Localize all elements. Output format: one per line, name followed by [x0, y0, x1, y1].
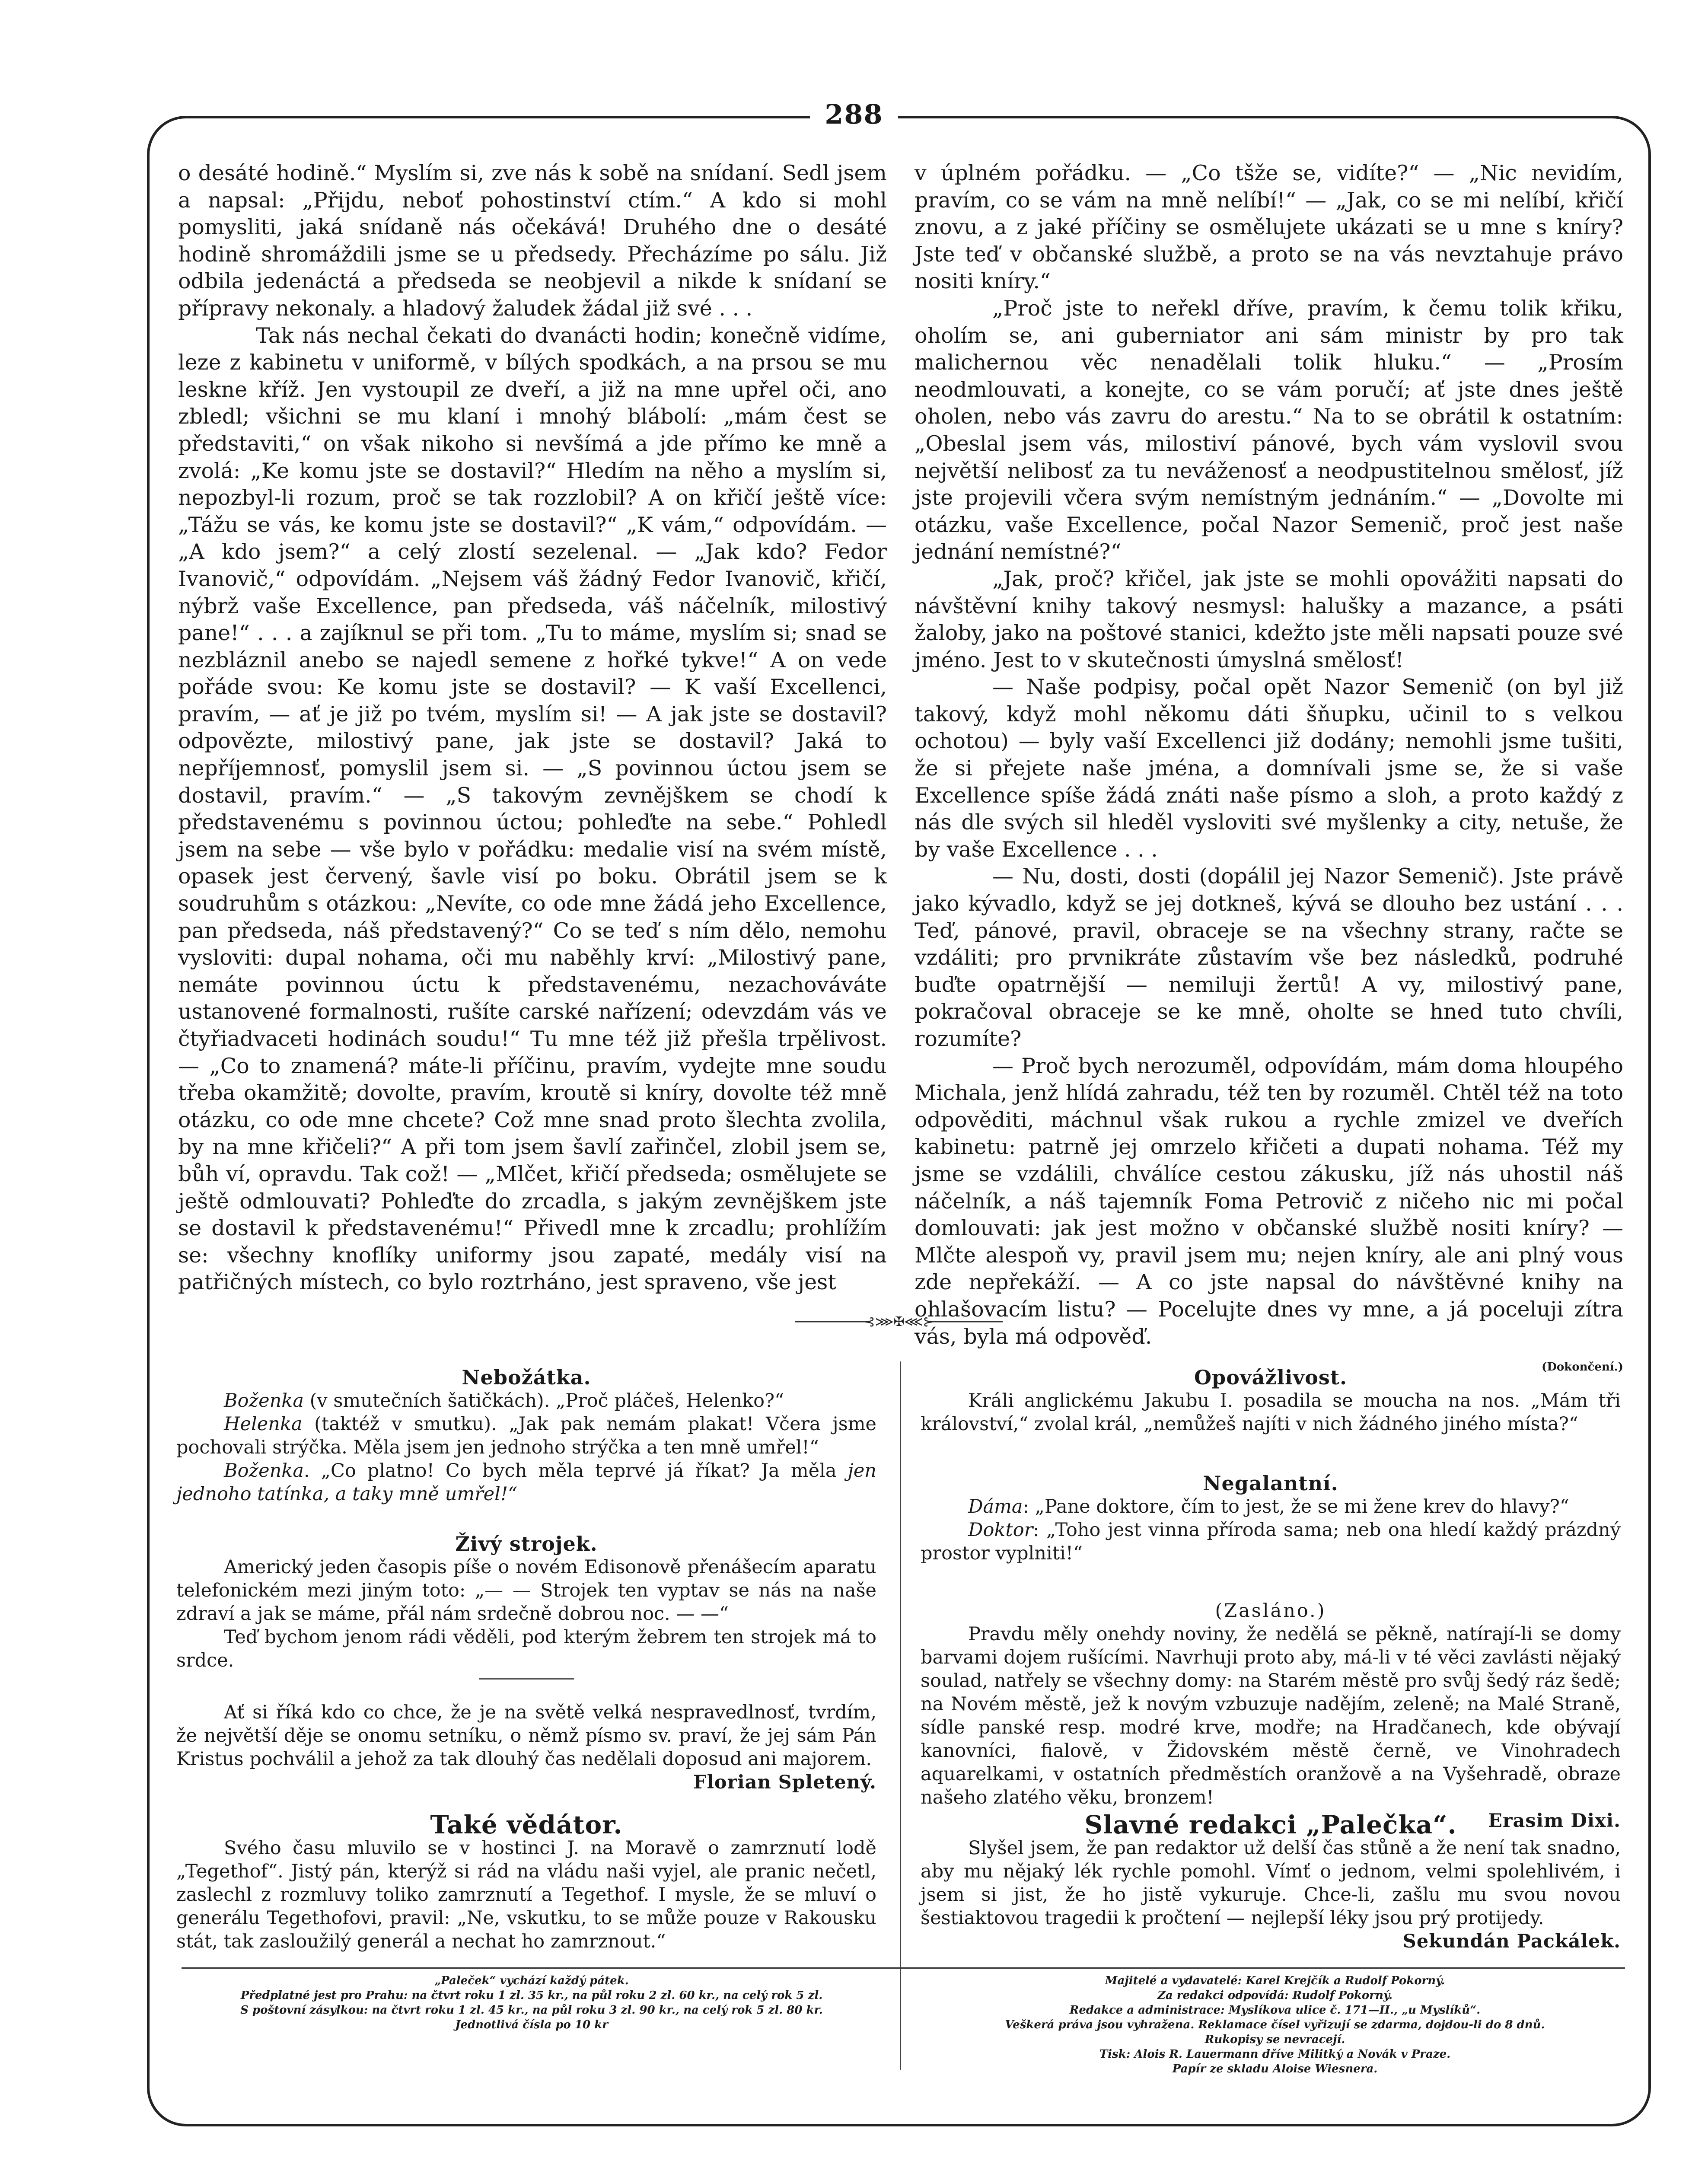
- dialogue-text: : „Pane doktore, čím to jest, že se mi žene krev do hlavy?“: [1023, 1496, 1569, 1517]
- story-paragraph: — Nu, dosti, dosti (dopálil jej Nazor Semenič). Jste právě jako kývadlo, když se jej dotkneš, kývá se dlouho bez ustání . . . Teď, pánové, pravil, obraceje se na všechny strany, račte se vzdáliti; pro prvnikráte zůstavím vše bez následků, podruhé buďte opatrnější — nemiluji žertů! A vy, milostivý pane, pokračoval obraceje se ke mně, oholte se hned tuto chvíli, rozumíte?: [915, 864, 1623, 1051]
- imprint-line: Jednotlivá čísla po 10 kr: [455, 2018, 608, 2031]
- imprint-line: Veškerá práva jsou vyhražena. Reklamace čísel vyřizují se zdarma, dojdou-li do 8 dnů.: [1005, 2018, 1545, 2031]
- imprint-line: „Paleček“ vychází každý pátek.: [434, 1974, 629, 1987]
- speaker-name: Helenka: [224, 1413, 303, 1435]
- item-title: (Zasláno.): [1215, 1600, 1326, 1622]
- story-right-column: [915, 160, 1623, 1381]
- speaker-name: Doktor: [968, 1519, 1033, 1541]
- item-negalantni: [921, 1472, 1621, 1565]
- imprint-line: Za redakci odpovídá: Rudolf Pokorný.: [1157, 1989, 1393, 2002]
- item-text: Americký jeden časopis píše o novém Edisonově přenášecím aparatu telefonickém mezi jiným toto: „— — Strojek ten vyptav se nás na naše zdraví a jak se máme, přál nám srdečně dobrou noc. — —“: [176, 1556, 876, 1625]
- page-number: 288: [810, 99, 898, 130]
- story-paragraph: Tak nás nechal čekati do dvanácti hodin; konečně vidíme, leze z kabinetu v uniformě, v bílých spodkách, a na prsou se mu leskne kříž. Jen vystoupil ze dveří, a již na mne upřel oči, ano zbledl; všichni se mu klaní i mnohý blábolí: „mám čest se představiti,“ on však nikoho si nevšímá a jde přímo ke mně a zvolá: „Ke komu jste se dostavil?“ Hledím na něho a myslím si, nepozbyl-li rozum, proč se tak rozzlobil? A on křičí ještě více: „Tážu se vás, ke komu jste se dostavil?“ „K vám,“ odpovídám. — „A kdo jsem?“ a celý zlostí sezelenal. — „Jak kdo? Fedor Ivanovič,“ odpovídám. „Nejsem váš žádný Fedor Ivanovič, křičí, nýbrž vaše Excellence, pan předseda, váš náčelník, milostivý pane!“ . . . a zajíknul se při tom. „Tu to máme, myslím si; snad se nezbláznil anebo se najedl semene z hořké tykve!“ A on vede pořáde svou: Ke komu jste se dostavil? — K vaší Excellenci, pravím, — ať je již po tvém, myslím si! — A jak jste se dostavil? odpovězte, milostivý pane, jak jste se dostavil? Jaká to nepříjemnosť, pomyslil jsem si. — „S povinnou úctou jsem se dostavil, pravím.“ — „S takovým zevnějškem se chodí k představenému s povinnou úctou; pohleďte na sebe.“ Pohledl jsem na sebe — vše bylo v pořádku: medalie visí na svém místě, opasek jest červený, šavle visí po boku. Obrátil jsem se k soudruhům s otázkou: „Nevíte, co ode mne žádá jeho Excellence, pan předseda, náš představený?“ Co se teď s ním dělo, nemohu vysloviti: dupal nohama, oči mu naběhly krví: „Milostivý pane, nemáte povinnou úctu k představenému, nezachováváte ustanovené formalnosti, rušíte carské nařízení; odevzdám vás ve čtyřiadvaceti hodinách soudu!“ Tu mne též již přešla trpělivost. — „Co to znamená? máte-li příčinu, pravím, vydejte mne soudu třeba okamžitě; dovolte, pravím, kroutě si kníry, dovolte též mně otázku, co ode mne chcete? Což mne snad proto šlechta zvolila, by na mne křičeli?“ A při tom jsem šavlí zařinčel, zlobil jsem se, bůh ví, opravdu. Tak což! — „Mlčet, křičí předseda; osmělujete se ještě odmlouvati? Pohleďte do zrcadla, s jakým zevnějškem jste se dostavil k představenému!“ Přivedl mne k zrcadlu; prohlížím se: všechny knoflíky uniformy jsou zapaté, medály visí na patřičných místech, co bylo roztrháno, jest spraveno, vše jest: [178, 323, 887, 1295]
- imprint-subscription: [182, 1973, 882, 2032]
- imprint-line: S poštovní zásylkou: na čtvrt roku 1 zl. 45 kr., na půl roku 3 zl. 90 kr., na celý rok 5 zl. 80 kr.: [240, 2004, 823, 2017]
- item-zivy-strojek: [176, 1532, 876, 1686]
- story-paragraph: — Naše podpisy, počal opět Nazor Semenič (on byl již takový, když mohl někomu dáti šňupku, učinil to s velkou ochotou) — byly vaší Excellenci již dodány; nemohli jsme tušiti, že si přejete naše jména, a domnívali jsme se, že si vaše Excellence spíše žádá znáti naše písmo a sloh, a proto každý z nás dle svých sil hleděl vysloviti své myšlenky a city, netuše, že by vaše Excellence . . .: [915, 675, 1623, 862]
- item-text: Slyšel jsem, že pan redaktor už delší čas stůně a že není tak snadno, aby mu nějaký lék rychle pomohl. Vímť o jednom, velmi spolehlivém, i jsem si jist, že ho jistě vykuruje. Chce-li, zašlu mu svou novou šestiaktovou tragedii k pročtení — nejlepší léky jsou prý protijedy.: [921, 1837, 1621, 1929]
- dialogue-text: (v smutečních šatičkách). „Proč pláčeš, Helenko?“: [303, 1390, 784, 1412]
- imprint-line: Předplatné jest pro Prahu: na čtvrt roku 1 zl. 35 kr., na půl roku 2 zl. 60 kr., na celý rok 5 zl.: [240, 1989, 823, 2002]
- imprint-line: Tisk: Alois R. Lauermann dříve Militký a Novák v Praze.: [1099, 2048, 1451, 2061]
- story-paragraph: „Proč jste to neřekl dříve, pravím, k čemu tolik křiku, oholím se, ani guberniator ani sám ministr by pro tak malichernou věc nenadělali tolik hluku.“ — „Prosím neodmlouvati, a konejte, co se vám poručí; ať jste dnes ještě oholen, nebo vás zavru do arestu.“ Na to se obrátil k ostatním: „Obeslal jsem vás, milostiví pánové, bych vám vyslovil svou největší nelibosť za tu neváženosť a neodpustitelnou smělosť, jíž jste projevili včera svým nemístným jednáním.“ — „Dovolte mi otázku, vaše Excellence, počal Nazor Semenič, proč jest naše jednání nemístné?“: [915, 296, 1623, 564]
- item-title: Nebožátka.: [462, 1366, 591, 1389]
- ornament-glyph: ⊰⋙✠⋘⊱: [864, 1314, 934, 1329]
- item-title: Také vědátor.: [430, 1810, 623, 1839]
- dialogue-text: : „Toho jest vinna příroda sama; neb ona hledí každý prázdný prostor vyplniti!“: [921, 1519, 1621, 1564]
- item-text: Svého času mluvilo se v hostinci J. na Moravě o zamrznutí lodě „Tegethof“. Jistý pán, kterýž si rád na vládu naši vyjel, ale pranic nečetl, zaslechl z rozmluvy toliko zamrznutí a Tegethof. I mysle, že se mluví o generálu Tegethofovi, pravil: „Ne, vskutku, to se může pouze v Rakousku stát, tak zasloužilý generál a nechat ho zamrznout.“: [176, 1837, 876, 1952]
- item-zaslano: [921, 1599, 1621, 1833]
- item-text: Teď bychom jenom rádi věděli, pod kterým žebrem ten strojek má to srdce.: [176, 1626, 876, 1671]
- story-left-column: [178, 160, 887, 1296]
- speaker-name: Boženka: [224, 1460, 304, 1482]
- item-signature: Sekundán Packálek.: [1402, 1931, 1621, 1952]
- item-title: Negalantní.: [1203, 1472, 1338, 1495]
- imprint-line: Majitelé a vydavatelé: Karel Krejčík a Rudolf Pokorný.: [1105, 1974, 1445, 1987]
- item-nespravedlnost: [176, 1701, 876, 1794]
- dialogue-text: jen jednoho tatínka, a taky mně umřel!“: [176, 1460, 876, 1505]
- item-text: Pravdu měly onehdy noviny, že nedělá se pěkně, natírají-li se domy barvami dojem rušícími. Navrhuji proto aby, má-li v té věci zavlásti nějaký soulad, natřely se všechny domy: na Starém městě pro svůj šedý ráz šedě; na Novém městě, jež k novým vzbuzuje nadějím, zeleně; na Malé Straně, sídle panské resp. modré krve, modře; na Hradčanech, kde obývají kanovníci, fialově, v Židovském městě černě, ve Vinohradech aquarelkami, v ostatních předměstích oranžově a na Vyšehradě, obraze našeho zlatého věku, bronzem!: [921, 1623, 1621, 1808]
- page-number-bar: [0, 99, 1708, 130]
- imprint-publisher: [925, 1973, 1625, 2076]
- column-separator: [900, 1361, 901, 2070]
- dialogue-text: . „Co platno! Co bych měla teprvé já říkat? Ja měla: [303, 1460, 848, 1482]
- item-vedator: [176, 1810, 876, 1953]
- item-opovazlivost: [921, 1366, 1621, 1436]
- item-title: Opovážlivost.: [1194, 1366, 1348, 1389]
- item-signature: Florian Spletený.: [693, 1772, 876, 1793]
- section-ornament: [795, 1313, 1003, 1330]
- imprint-line: Rukopisy se nevracejí.: [1205, 2033, 1345, 2046]
- speaker-name: Dáma: [968, 1496, 1023, 1517]
- item-nebozatka: [176, 1366, 876, 1506]
- speaker-name: Boženka: [224, 1390, 304, 1412]
- item-title: Živý strojek.: [455, 1532, 598, 1555]
- story-paragraph: v úplném pořádku. — „Co tšže se, vidíte?“ — „Nic nevidím, pravím, co se vám na mně nelíbí!“ — „Jak, co se mi nelíbí, křičí znovu, a z jaké příčiny se osmělujete ukázati se u mne s kníry? Jste teď v občanské službě, a proto se na vás nevztahuje právo nositi kníry.“: [915, 161, 1623, 294]
- story-paragraph: — Proč bych nerozuměl, odpovídám, mám doma hloupého Michala, jenž hlídá zahradu, též ten by rozuměl. Chtěl též na toto odpověditi, máchnul však rukou a rychle zmizel ve dveřích kabinetu: patrně jej omrzelo křičeti a dupati nohama. Též my jsme se vzdálili, chválíce cestou zákusku, jíž nás uhostil náš náčelník, a náš tajemník Foma Petrovič z ničeho nic mi počal domlouvati: jak jest možno v občanské službě nositi kníry? — Mlčte alespoň vy, pravil jsem mu; nejen kníry, ale ani plný vous zde nepřekáží. — A co jste napsal do návštěvné knihy na ohlašovacím listu? — Pocelujte dnes vy mne, a já poceluji zítra vás, byla má odpověď.: [915, 1053, 1623, 1349]
- imprint-divider: [182, 1967, 1625, 1969]
- imprint-line: Redakce a administrace: Myslíkova ulice č. 171—II., „u Myslíků“.: [1069, 2004, 1481, 2017]
- dialogue-text: (taktéž v smutku). „Jak pak nemám plakat! Včera jsme pochovali strýčka. Měla jsem jen jednoho strýčka a ten mně umřel!“: [176, 1413, 876, 1458]
- item-palecek: [921, 1810, 1621, 1953]
- item-text: Ať si říká kdo co chce, že je na světě velká nespravedlnosť, tvrdím, že největší děje se onomu setníku, o němž písmo sv. praví, že jej sám Pán Kristus pochválil a jehož za tak dlouhý čas nedělali doposud ani majorem.: [176, 1702, 876, 1770]
- item-signature: Erasim Dixi.: [1488, 1810, 1621, 1832]
- divider: [479, 1678, 574, 1680]
- story-paragraph: „Jak, proč? křičel, jak jste se mohli opovážiti napsati do návštěvní knihy takový nesmysl: halušky a mazance, a psáti žaloby, jako na poštové stanici, kdežto jste měli napsati pouze své jméno. Jest to v skutečnosti úmyslná smělosť!: [915, 566, 1623, 673]
- imprint-line: Papír ze skladu Aloise Wiesnera.: [1172, 2062, 1378, 2075]
- to-be-concluded-note: (Dokončení.): [1542, 1361, 1623, 1374]
- item-text: Králi anglickému Jakubu I. posadila se moucha na nos. „Mám tři království,“ zvolal král, „nemůžeš najíti v nich žádného jiného místa?“: [921, 1390, 1621, 1435]
- item-title: Slavné redakci „Palečka“.: [1084, 1810, 1457, 1839]
- story-paragraph: o desáté hodině.“ Myslím si, zve nás k sobě na snídaní. Sedl jsem a napsal: „Přijdu, neboť pohostinství ctím.“ A kdo si mohl pomysliti, jaká snídaně nás očekává! Druhého dne o desáté hodině shromáždili jsme se u předsedy. Přecházíme po sálu. Již odbila jedenáctá a předseda se neobjevil a nikde k snídaní se přípravy nekonaly. a hladový žaludek žádal již své . . .: [178, 161, 887, 321]
